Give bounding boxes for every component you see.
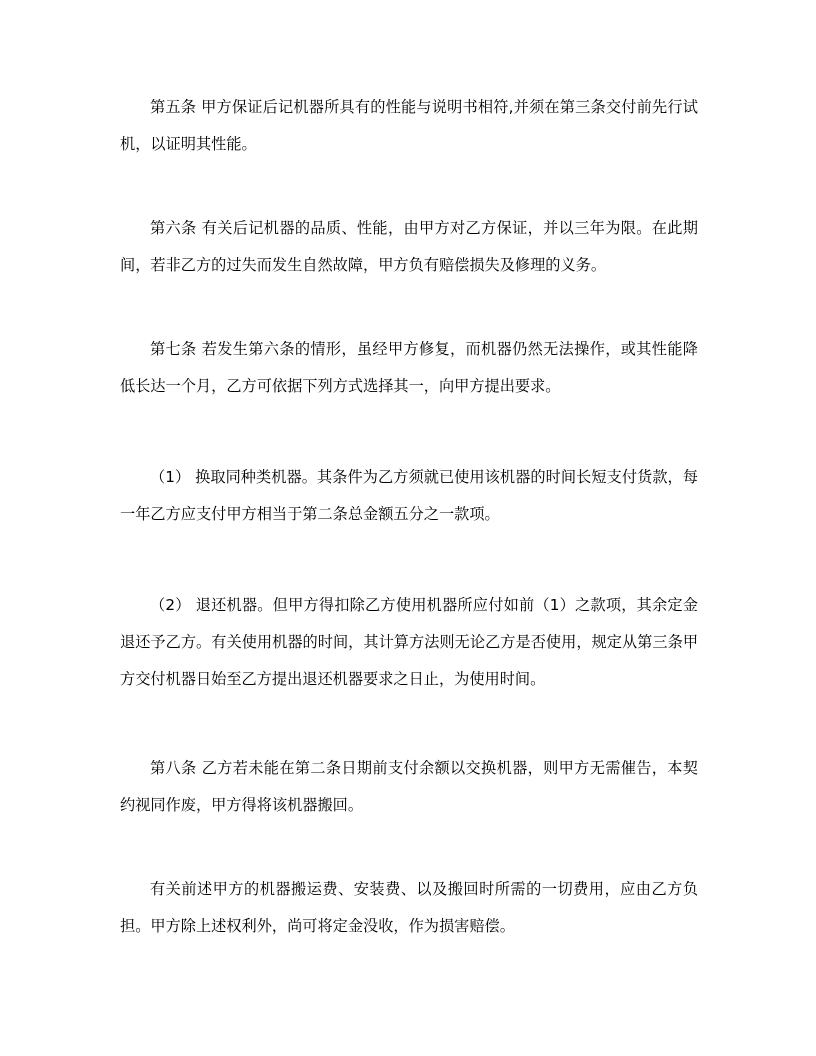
paragraph-article-8: 第八条 乙方若未能在第二条日期前支付余额以交换机器，则甲方无需催告，本契约视同作废，甲方得将该机器搬回。	[120, 759, 698, 814]
paragraph-article-7: 第七条 若发生第六条的情形，虽经甲方修复，而机器仍然无法操作，或其性能降低长达一个月，乙方可依据下列方式选择其一，向甲方提出要求。	[120, 340, 698, 395]
paragraph-option-2: （2） 退还机器。但甲方得扣除乙方使用机器所应付如前（1）之款项，其余定金退还予乙方。有关使用机器的时间，其计算方法则无论乙方是否使用，规定从第三条甲方交付机器日始至乙方提出退还机器要求之日止，为使用时间。	[120, 596, 698, 688]
paragraph-article-5: 第五条 甲方保证后记机器所具有的性能与说明书相符,并须在第三条交付前先行试机，以证明其性能。	[120, 98, 698, 153]
paragraph-expenses: 有关前述甲方的机器搬运费、安装费、以及搬回时所需的一切费用，应由乙方负担。甲方除上述权利外，尚可将定金没收，作为损害赔偿。	[120, 880, 698, 935]
paragraph-option-1: （1） 换取同种类机器。其条件为乙方须就已使用该机器的时间长短支付货款，每一年乙方应支付甲方相当于第二条总金额五分之一款项。	[120, 468, 698, 523]
paragraph-article-6: 第六条 有关后记机器的品质、性能，由甲方对乙方保证，并以三年为限。在此期间，若非乙方的过失而发生自然故障，甲方负有赔偿损失及修理的义务。	[120, 219, 698, 274]
